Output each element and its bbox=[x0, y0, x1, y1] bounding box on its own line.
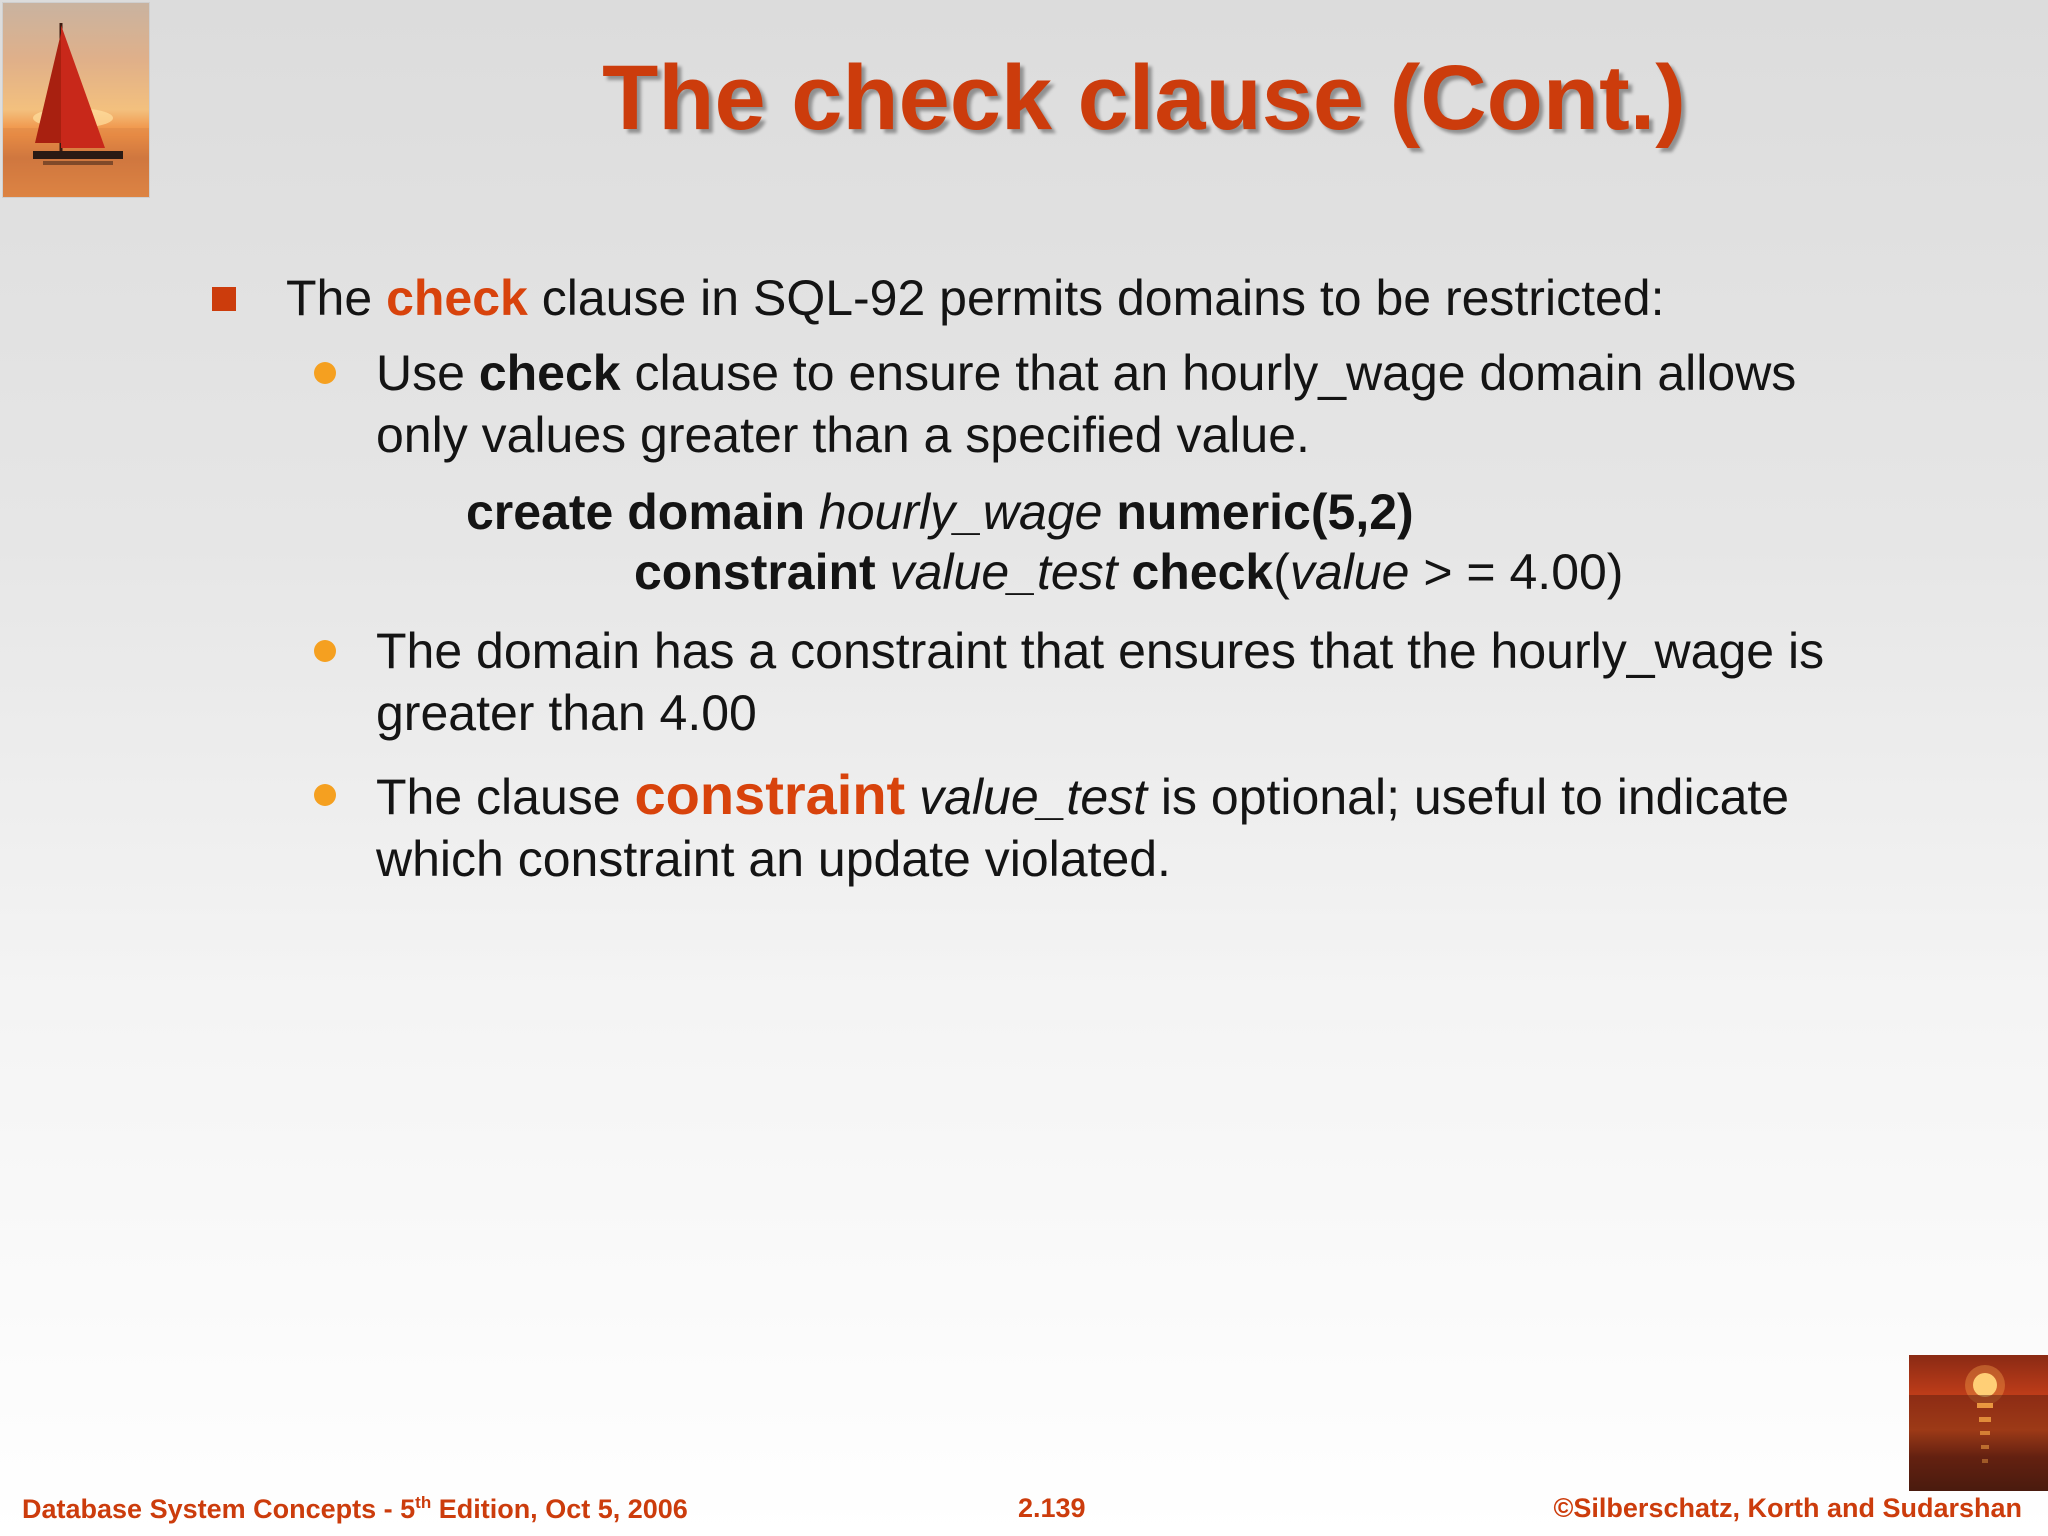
code-constraint-name: value_test bbox=[889, 544, 1118, 600]
code-value-var: value bbox=[1289, 544, 1410, 600]
code-constraint-line bbox=[466, 542, 1990, 602]
sub2-line2: greater than 4.00 bbox=[376, 685, 757, 741]
sub-bullet-1 bbox=[210, 342, 1990, 466]
footer-page-number: 2.139 bbox=[1018, 1493, 1086, 1523]
code-create-domain: create domain bbox=[466, 484, 806, 540]
footer-book-title bbox=[22, 1493, 688, 1525]
code-numeric: numeric(5,2) bbox=[1116, 484, 1414, 540]
sub3-text-post2: which constraint an update violated. bbox=[376, 831, 1171, 887]
footer-left-post: Edition, Oct 5, 2006 bbox=[431, 1494, 688, 1524]
code-constraint-kw: constraint bbox=[634, 544, 876, 600]
sql-code-example bbox=[210, 482, 1990, 602]
dot-bullet-icon bbox=[314, 362, 336, 384]
dot-bullet-icon bbox=[314, 784, 336, 806]
sunset-image bbox=[1909, 1355, 2048, 1491]
sub3-text-post1: is optional; useful to indicate bbox=[1147, 769, 1790, 825]
footer-left-pre: Database System Concepts - 5 bbox=[22, 1494, 416, 1524]
code-check-kw: check bbox=[1131, 544, 1274, 600]
sub3-italic: value_test bbox=[919, 769, 1148, 825]
footer-left-sup: th bbox=[415, 1493, 432, 1512]
main-bullet-keyword: check bbox=[386, 270, 528, 326]
sub3-keyword: constraint bbox=[634, 763, 906, 826]
main-bullet-text-pre: The bbox=[286, 270, 387, 326]
sub-bullet-2 bbox=[210, 620, 1990, 744]
code-paren-open: ( bbox=[1273, 544, 1290, 600]
sub1-text-post2: only values greater than a specified value. bbox=[376, 407, 1310, 463]
code-condition: > = 4.00) bbox=[1409, 544, 1624, 600]
main-bullet bbox=[210, 268, 1990, 328]
slide-title: The check clause (Cont.) bbox=[602, 47, 1686, 149]
sub2-line1: The domain has a constraint that ensures that the hourly_wage is bbox=[376, 623, 1825, 679]
footer-copyright: ©Silberschatz, Korth and Sudarshan bbox=[1553, 1493, 2022, 1523]
slide-body bbox=[210, 268, 1990, 910]
sub1-keyword: check bbox=[478, 345, 621, 401]
square-bullet-icon bbox=[212, 287, 236, 311]
code-domain-name: hourly_wage bbox=[818, 484, 1103, 540]
sub1-text-pre: Use bbox=[376, 345, 479, 401]
dot-bullet-icon bbox=[314, 640, 336, 662]
main-bullet-text-post: clause in SQL-92 permits domains to be restricted: bbox=[527, 270, 1665, 326]
sub-bullet-3 bbox=[210, 764, 1990, 890]
sub3-text-pre: The clause bbox=[376, 769, 635, 825]
sub1-text-post1: clause to ensure that an hourly_wage domain allows bbox=[620, 345, 1797, 401]
